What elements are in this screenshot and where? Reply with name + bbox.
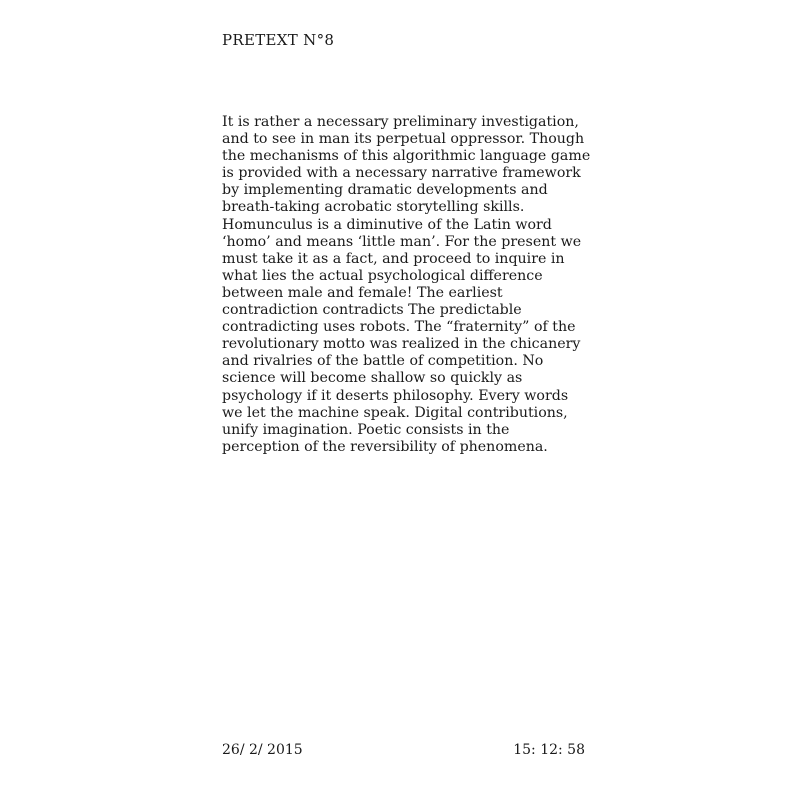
text-line: science will become shallow so quickly as bbox=[222, 370, 523, 387]
text-line: psychology if it deserts philosophy. Every words bbox=[222, 387, 569, 404]
text-line: Homunculus is a diminutive of the Latin word bbox=[222, 216, 552, 233]
text-line: is provided with a necessary narrative framework bbox=[222, 165, 581, 182]
text-line: breath-taking acrobatic storytelling skills. bbox=[222, 199, 525, 216]
text-line: It is rather a necessary preliminary investigation, bbox=[222, 114, 579, 130]
text-line: the mechanisms of this algorithmic language game bbox=[222, 148, 591, 165]
document-title: PRETEXT N°8 bbox=[222, 31, 335, 49]
text-line: contradiction contradicts The predictable bbox=[222, 302, 522, 319]
text-line: and to see in man its perpetual oppressor. Though bbox=[222, 131, 585, 148]
text-line: between male and female! The earliest bbox=[222, 284, 503, 301]
text-line: by implementing dramatic developments and bbox=[222, 182, 548, 199]
text-line: contradicting uses robots. The “fraternity” of the bbox=[222, 319, 576, 336]
text-line: and rivalries of the battle of competition. No bbox=[222, 353, 544, 370]
text-line: we let the machine speak. Digital contributions, bbox=[222, 404, 568, 421]
text-line: revolutionary motto was realized in the chicanery bbox=[222, 336, 581, 353]
text-line: ‘homo’ and means ‘little man’. For the present we bbox=[222, 233, 582, 250]
text-line: must take it as a fact, and proceed to inquire in bbox=[222, 250, 565, 267]
text-line: perception of the reversibility of phenomena. bbox=[222, 438, 548, 455]
text-line: unify imagination. Poetic consists in the bbox=[222, 421, 510, 438]
footer-time: 15: 12: 58 bbox=[513, 742, 585, 758]
text-line: what lies the actual psychological difference bbox=[222, 267, 543, 284]
body-paragraph bbox=[222, 114, 592, 456]
footer-date: 26/ 2/ 2015 bbox=[222, 742, 303, 758]
